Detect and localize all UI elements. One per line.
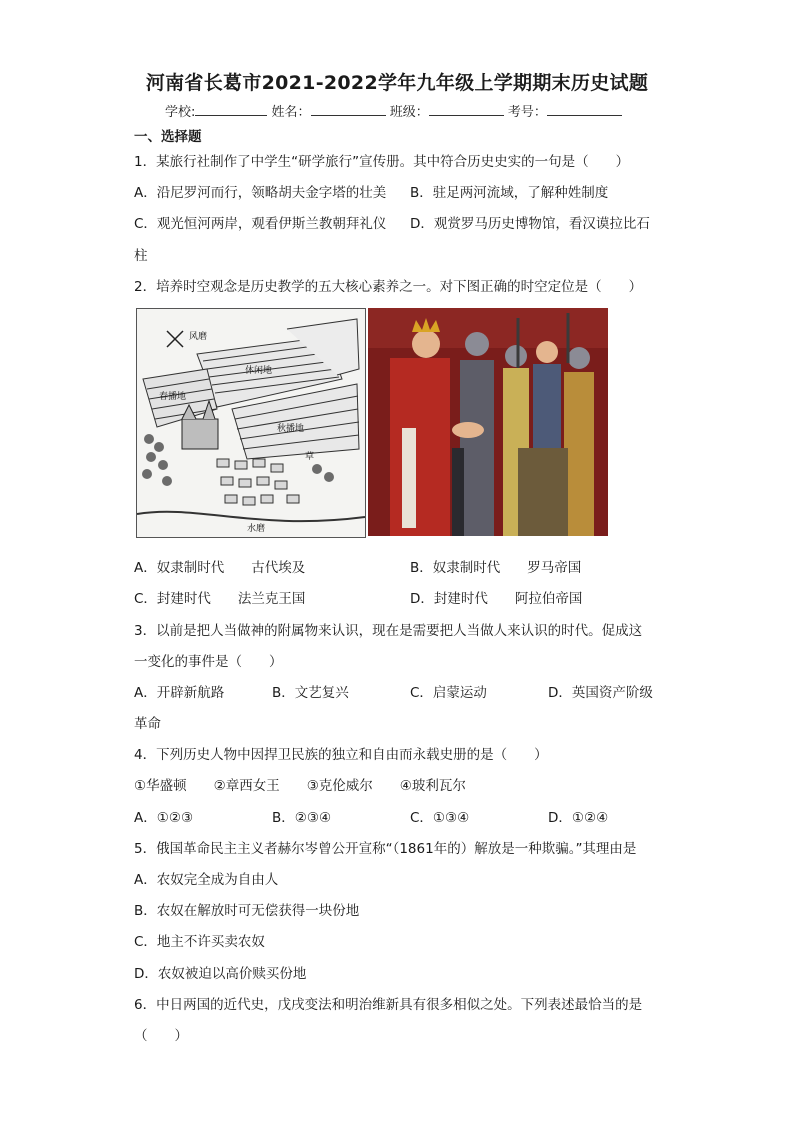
class-label: 班级： xyxy=(389,105,429,120)
question-3-stem-continued: 一变化的事件是（ ） xyxy=(134,654,283,670)
q3-option-d-continued: 革命 xyxy=(134,716,161,732)
map-label-autumn: 秋播地 xyxy=(277,424,305,434)
homage-painting-image xyxy=(368,308,608,536)
q3-option-c: C．启蒙运动 xyxy=(410,685,487,701)
q1-option-d: D．观赏罗马历史博物馆，看汉谟拉比石 xyxy=(410,216,650,232)
homage-painting-drawing xyxy=(368,308,608,536)
manor-map-image xyxy=(136,308,366,538)
map-label-grass: 草 xyxy=(305,452,315,462)
q5-option-b: B．农奴在解放时可无偿获得一块份地 xyxy=(134,903,360,919)
question-1-stem: 1．某旅行社制作了中学生“研学旅行”宣传册。其中符合历史史实的一句是（ ） xyxy=(134,154,630,170)
q3-option-b: B．文艺复兴 xyxy=(272,685,349,701)
q3-option-a: A．开辟新航路 xyxy=(134,685,225,701)
exam-no-blank xyxy=(547,101,622,116)
q5-option-c: C．地主不许买卖农奴 xyxy=(134,934,265,950)
section-heading: 一、选择题 xyxy=(134,129,202,145)
manor-map-drawing xyxy=(137,309,365,537)
question-4-stem: 4．下列历史人物中因捍卫民族的独立和自由而永载史册的是（ ） xyxy=(134,747,548,763)
q1-option-a: A．沿尼罗河而行，领略胡夫金字塔的壮美 xyxy=(134,185,387,201)
q2-option-b: B．奴隶制时代 罗马帝国 xyxy=(410,560,582,576)
student-info-line xyxy=(165,101,622,120)
question-2-stem: 2．培养时空观念是历史教学的五大核心素养之一。对下图正确的时空定位是（ ） xyxy=(134,279,643,295)
q4-option-c: C．①③④ xyxy=(410,810,470,826)
question-4-items: ①华盛顿 ②章西女王 ③克伦威尔 ④玻利瓦尔 xyxy=(134,778,466,794)
question-6-stem-continued: （ ） xyxy=(134,1028,188,1044)
question-5-stem: 5．俄国革命民主主义者赫尔岑曾公开宣称“（1861年的）解放是一种欺骗。”其理由是 xyxy=(134,841,637,857)
q1-option-b: B．驻足两河流域，了解种姓制度 xyxy=(410,185,609,201)
name-label: 姓名： xyxy=(271,105,311,120)
q4-option-d: D．①②④ xyxy=(548,810,609,826)
map-label-watermill: 水磨 xyxy=(247,524,266,534)
q4-option-a: A．①②③ xyxy=(134,810,194,826)
exam-no-label: 考号： xyxy=(507,105,547,120)
q2-option-a: A．奴隶制时代 古代埃及 xyxy=(134,560,306,576)
map-label-windmill: 风磨 xyxy=(189,332,208,342)
q3-option-d: D．英国资产阶级 xyxy=(548,685,653,701)
q4-option-b: B．②③④ xyxy=(272,810,332,826)
map-label-fallow: 休闲地 xyxy=(245,366,273,376)
question-6-stem: 6．中日两国的近代史，戊戌变法和明治维新具有很多相似之处。下列表述最恰当的是 xyxy=(134,997,643,1013)
q5-option-d: D．农奴被迫以高价赎买份地 xyxy=(134,966,307,982)
q2-option-c: C．封建时代 法兰克王国 xyxy=(134,591,306,607)
map-label-spring: 春播地 xyxy=(159,392,187,402)
question-3-stem: 3．以前是把人当做神的附属物来认识，现在是需要把人当做人来认识的时代。促成这 xyxy=(134,623,643,639)
q2-option-d: D．封建时代 阿拉伯帝国 xyxy=(410,591,583,607)
q5-option-a: A．农奴完全成为自由人 xyxy=(134,872,279,888)
q1-option-d-continued: 柱 xyxy=(134,248,148,264)
name-blank xyxy=(311,101,386,116)
page-title: 河南省长葛市2021-2022学年九年级上学期期末历史试题 xyxy=(145,72,649,94)
school-blank xyxy=(195,101,267,116)
school-label: 学校: xyxy=(165,105,196,120)
q1-option-c: C．观光恒河两岸，观看伊斯兰教朝拜礼仪 xyxy=(134,216,387,232)
class-blank xyxy=(429,101,504,116)
